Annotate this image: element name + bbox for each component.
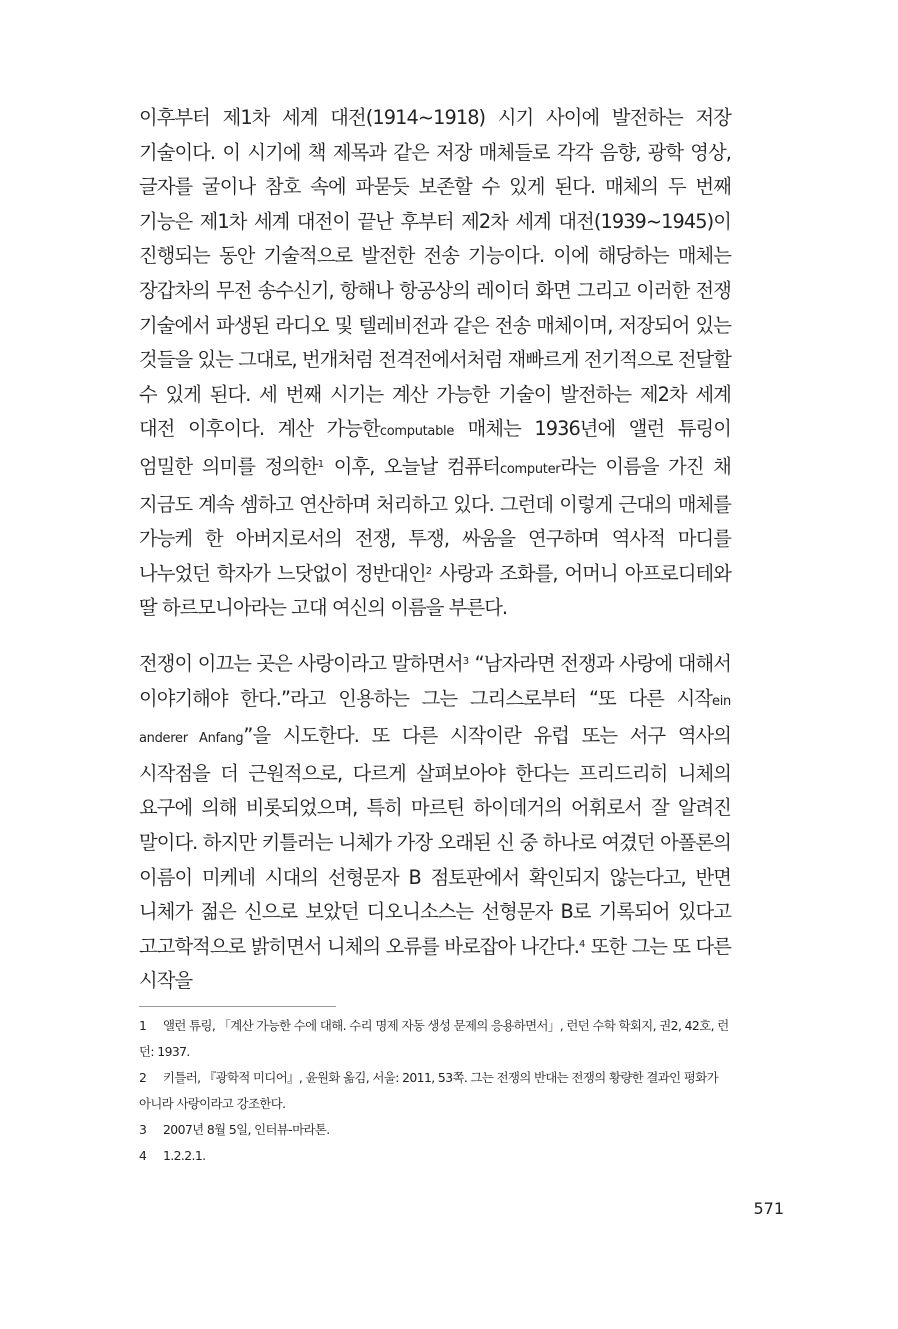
paragraph-text: 이후부터 제1차 세계 대전(1914~1918) 시기 사이에 발전하는 저장 기술이다. 이 시기에 책 제목과 같은 저장 매체들로 각각 음향, 광학 영상, 글자를 굴이나 참호 속에 파묻듯 보존할 수 있게 된다. 매체의 두 번째 기능은 제1차 세계 대전이 끝난 후부터 제2차 세계 대전(1939~1945)이 진행되는 동안 기술적으로 발전한 전송 기능이다. 이에 해당하는 매체는 장갑차의 무전 송수신기, 항해나 항공상의 레이더 화면 그리고 이러한 전쟁 기술에서 파생된 라디오 및 텔레비전과 같은 전송 매체이며, 저장되어 있는 것들을 있는 그대로, 번개처럼 전격전에서처럼 재빠르게 전기적으로 전달할 수 있게 된다. 세 번째 시기는 계산 가능한 기술이 발전하는 제2차 세계 대전 이후이다. 계산 가능한 xyxy=(139,106,731,441)
footnote-text: 2007년 8월 5일, 인터뷰-마라톤. xyxy=(163,1122,330,1137)
body-paragraph-2 xyxy=(139,647,731,999)
paragraph-text: 사랑과 조화를, 어머니 아프로디테와 딸 하르모니아라는 고대 여신의 이름을 부른다. xyxy=(139,561,732,620)
body-paragraph-1 xyxy=(139,101,731,626)
footnote-divider xyxy=(139,1006,336,1007)
paragraph-text: 또한 그는 또 다른 시작을 xyxy=(139,934,731,993)
inline-term-computable: computable xyxy=(379,424,455,440)
footnote-text: 1.2.2.1. xyxy=(163,1148,206,1163)
footnote-number: 3 xyxy=(139,1122,147,1137)
footnote-2 xyxy=(139,1065,731,1117)
footnote-number: 2 xyxy=(139,1070,147,1085)
inline-term-german: ein anderer Anfang xyxy=(139,693,731,747)
footnote-ref-4[interactable]: 4 xyxy=(578,938,586,950)
footnote-ref-3[interactable]: 3 xyxy=(462,656,470,667)
footnotes xyxy=(139,1013,731,1169)
paragraph-text: 이후, 오늘날 컴퓨터 xyxy=(324,454,501,478)
footnote-text: 키틀러, 『광학적 미디어』, 윤원화 옮김, 서울: 2011, 53쪽. 그는 전쟁의 반대는 전쟁의 황량한 결과인 평화가 아니라 사랑이라고 강조한다. xyxy=(139,1070,718,1111)
footnote-text: 앨런 튜링, 「계산 가능한 수에 대해. 수리 명제 자동 생성 문제의 응용하면서」, 런던 수학 학회지, 권2, 42호, 런던: 1937. xyxy=(139,1018,729,1059)
footnote-number: 4 xyxy=(139,1148,147,1163)
inline-term-computer: computer xyxy=(500,461,561,477)
paragraph-text: ”을 시도한다. 또 다른 시작이란 유럽 또는 서구 역사의 시작점을 더 근원적으로, 다르게 살펴보아야 한다는 프리드리히 니체의 요구에 의해 비롯되었으며, 특히 마르틴 하이데거의 어휘로서 잘 알려진 말이다. 하지만 키틀러는 니체가 가장 오래된 신 중 하나로 여겼던 아폴론의 이름이 미케네 시대의 선형문자 B 점토판에서 확인되지 않는다고, 반면 니체가 젊은 신으로 보았던 디오니소스는 선형문자 B로 기록되어 있다고 고고학적으로 밝히면서 니체의 오류를 바로잡아 나간다. xyxy=(139,724,731,958)
paragraph-text: 전쟁이 이끄는 곳은 사랑이라고 말하면서 xyxy=(139,652,463,675)
footnote-4 xyxy=(139,1143,731,1169)
footnote-ref-1[interactable]: 1 xyxy=(317,458,325,470)
footnote-1 xyxy=(139,1013,731,1065)
paragraph-text: 라는 이름을 가진 채 지금도 계속 셈하고 연산하며 처리하고 있다. 그런데 이렇게 근대의 매체를 가능케 한 아버지로서의 전쟁, 투쟁, 싸움을 연구하며 역사적 마디를 나누었던 학자가 느닷없이 정반대인 xyxy=(139,454,731,585)
page-number: 571 xyxy=(753,1199,784,1218)
footnote-number: 1 xyxy=(139,1018,147,1033)
footnote-3 xyxy=(139,1117,731,1143)
footnote-ref-2[interactable]: 2 xyxy=(425,565,433,577)
paragraph-text: “남자라면 전쟁과 사랑에 대해서 이야기해야 한다.”라고 인용하는 그는 그리스로부터 “또 다른 시작 xyxy=(139,652,731,710)
paragraph-text: 매체는 1936년에 앨런 튜링이 엄밀한 의미를 정의한 xyxy=(139,417,731,478)
